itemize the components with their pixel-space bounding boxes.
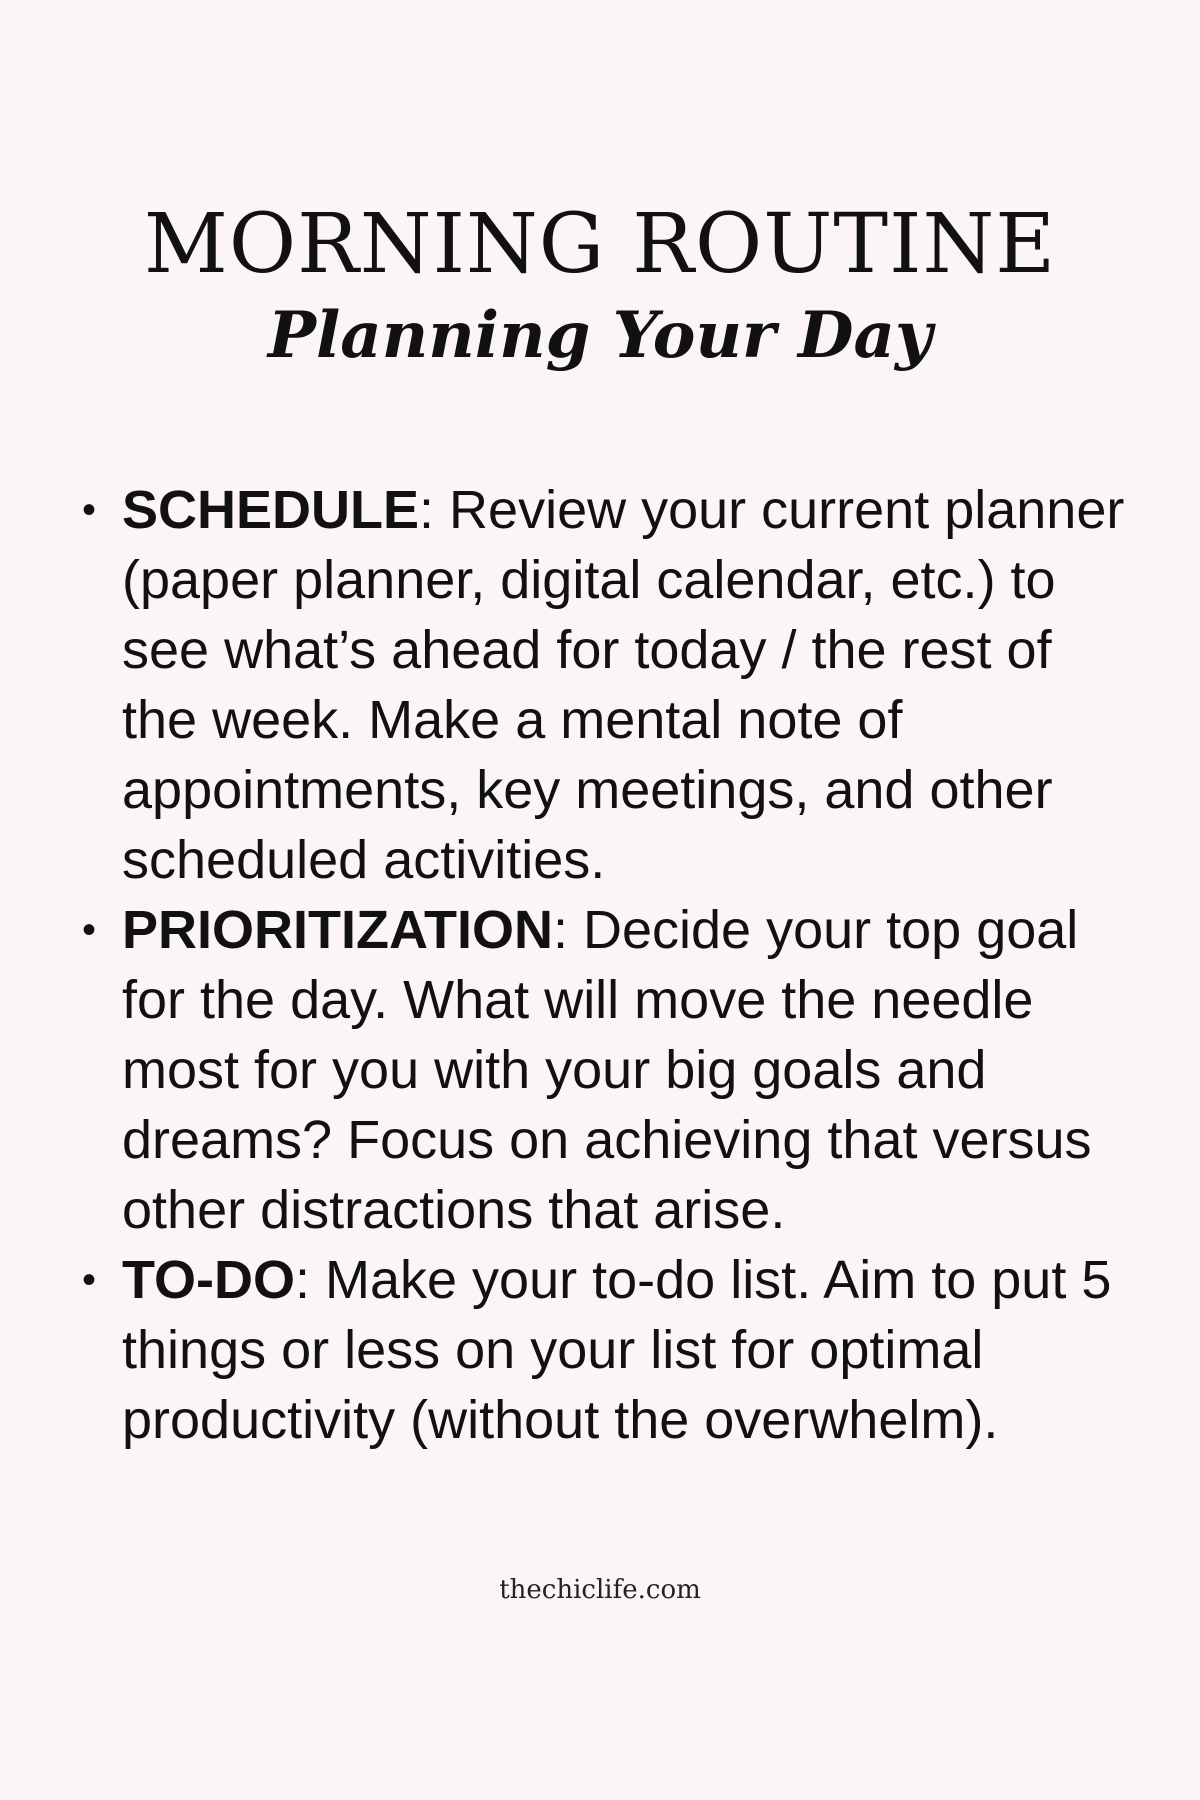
bullet-icon: • xyxy=(82,1258,97,1302)
list-item-schedule xyxy=(80,475,1140,895)
item-text: : Make your to-do list. Aim to put 5 things or less on your list for optimal productivity (without the overwhelm). xyxy=(122,1250,1112,1450)
item-term: TO-DO xyxy=(122,1250,295,1310)
bullet-icon: • xyxy=(82,908,97,952)
item-text: : Review your current planner (paper planner, digital calendar, etc.) to see what’s ahead for today / the rest of the week. Make a mental note of appointments, key meetings, and other scheduled activities. xyxy=(122,480,1125,890)
footer-site: thechiclife.com xyxy=(499,1575,701,1605)
list-item-prioritization xyxy=(80,895,1140,1245)
bullet-icon: • xyxy=(82,488,97,532)
routine-list xyxy=(80,475,1140,1455)
list-item-todo xyxy=(80,1245,1140,1455)
header xyxy=(0,195,1200,377)
page-title: MORNING ROUTINE xyxy=(143,197,1057,292)
page-subtitle: Planning Your Day xyxy=(267,298,933,373)
item-text: : Decide your top goal for the day. What will move the needle most for you with your big goals and dreams? Focus on achieving that versus other distractions that arise. xyxy=(122,900,1092,1240)
item-term: PRIORITIZATION xyxy=(122,900,553,960)
item-term: SCHEDULE xyxy=(122,480,420,540)
